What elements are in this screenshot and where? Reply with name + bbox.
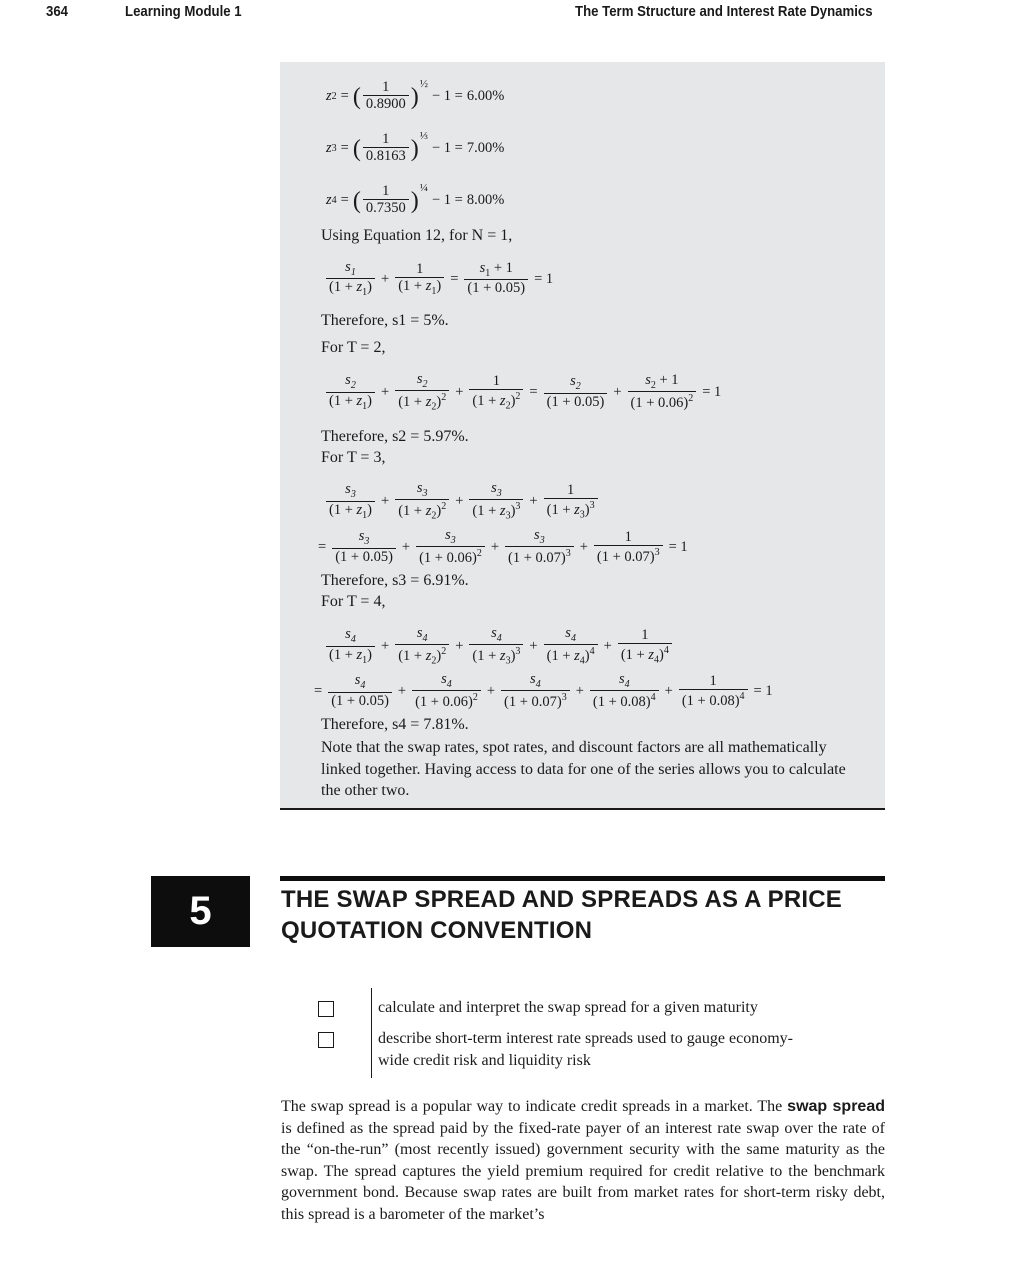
therefore-s2: Therefore, s2 = 5.97%. <box>321 428 469 445</box>
n1-equation: $\frac{s_1}{(1 + z_1)}$ + $\frac{1}{(1 + z_1)}$ = $\frac{s_1 + 1}{(1 + 0.05)}$ = 1 <box>324 260 557 298</box>
note-text: Note that the swap rates, spot rates, and discount factors are all mathematically linked together. Having access to data for one of the series allows you to calculate the other two. <box>321 739 846 799</box>
t4-equation-line1: $\frac{s_4}{(1 + z_1)}$ + $\frac{s_4}{(1 + z_2)^2}$ + $\frac{s_4}{(1 + z_3)^3}$ + $\frac{s_4}{(1 + z_4)^4}$ + $\frac{1}{(1 + z_4)^4}$ <box>324 626 674 667</box>
swap-spread-term: swap spread <box>787 1098 885 1115</box>
body-paragraph: The swap spread is a popular way to indicate credit spreads in a market. The swap spread is defined as the spread paid by the fixed-rate payer of an interest rate swap over the rate of the “on-the-run” (most recently issued) government security with the same maturity as the swap. The spread captures the yield premium required for credit relative to the benchmark government bond. Because swap rates are built from market rates for short-term risky debt, this spread is a barometer of the market’s <box>281 1098 885 1223</box>
for-t4: For T = 4, <box>321 593 386 610</box>
t2-equation: $\frac{s_2}{(1 + z_1)}$ + $\frac{s_2}{(1 + z_2)^2}$ + $\frac{1}{(1 + z_2)^2}$ = $\frac{s_2}{(1 + 0.05)}$ + $\frac{s_2 + 1}{(1 + 0.06)^2}$ = 1 <box>324 372 725 413</box>
outcomes-divider <box>371 988 372 1078</box>
page-number: 364 <box>46 3 69 20</box>
z3-equation: z 3 = ( $\frac{1}{0.8163}$ ) ⅓ − 1 = 7.00% <box>326 129 505 165</box>
outcome-checkbox-2[interactable] <box>318 1032 334 1048</box>
z4-equation: z 4 = ( $\frac{1}{0.7350}$ ) ¼ − 1 = 8.00% <box>326 181 505 217</box>
z3-result: 7.00% <box>466 140 505 157</box>
outcome-text-2: describe short-term interest rate spreads used to gauge economy-wide credit risk and liquidity risk <box>378 1030 793 1069</box>
section-rule <box>280 876 885 881</box>
section-number: 5 <box>151 876 250 947</box>
example-box <box>280 62 885 810</box>
z2-result: 6.00% <box>466 88 505 105</box>
t3-equation-line1: $\frac{s_3}{(1 + z_1)}$ + $\frac{s_3}{(1 + z_2)^2}$ + $\frac{s_3}{(1 + z_3)^3}$ + $\frac{1}{(1 + z_3)^3}$ <box>324 481 600 522</box>
t3-equation-line2: = $\frac{s_3}{(1 + 0.05)}$ + $\frac{s_3}{(1 + 0.06)^2}$ + $\frac{s_3}{(1 + 0.07)^3}$ + $\frac{1}{(1 + 0.07)^3}$ = 1 <box>318 527 688 567</box>
z2-equation: z 2 = ( $\frac{1}{0.8900}$ ) ½ − 1 = 6.00% <box>326 77 505 113</box>
t4-equation-line2: = $\frac{s_4}{(1 + 0.05)}$ + $\frac{s_4}{(1 + 0.06)^2}$ + $\frac{s_4}{(1 + 0.07)^3}$ + $\frac{s_4}{(1 + 0.08)^4}$ + $\frac{1}{(1 + 0.08)^4}$ = 1 <box>314 671 773 711</box>
chapter-title: The Term Structure and Interest Rate Dynamics <box>575 3 873 20</box>
section-title: THE SWAP SPREAD AND SPREADS AS A PRICE QUOTATION CONVENTION <box>281 886 843 944</box>
outcome-checkbox-1[interactable] <box>318 1001 334 1017</box>
using-equation-text: Using Equation 12, for N = 1, <box>321 227 513 244</box>
for-t2: For T = 2, <box>321 339 386 356</box>
module-label: Learning Module 1 <box>125 3 242 20</box>
z4-result: 8.00% <box>466 192 505 209</box>
therefore-s4: Therefore, s4 = 7.81%. <box>321 716 469 733</box>
therefore-s1: Therefore, s1 = 5%. <box>321 312 449 329</box>
outcome-text-1: calculate and interpret the swap spread for a given maturity <box>378 999 758 1016</box>
therefore-s3: Therefore, s3 = 6.91%. <box>321 572 469 589</box>
for-t3: For T = 3, <box>321 449 386 466</box>
